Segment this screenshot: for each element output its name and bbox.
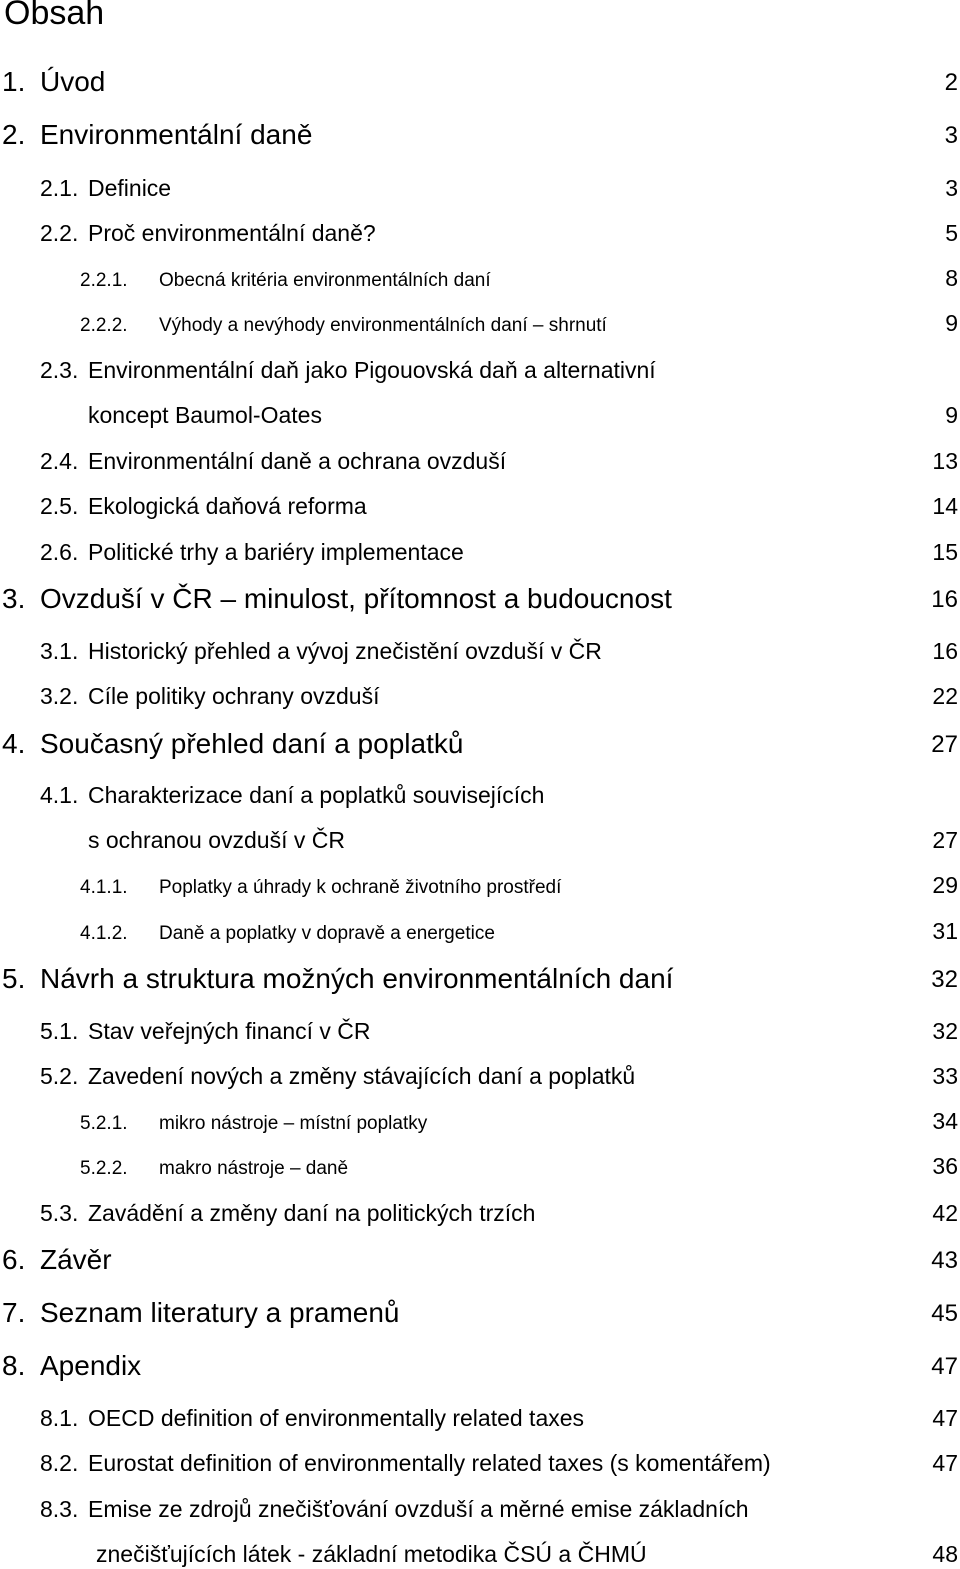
toc-entry-title[interactable]: Politické trhy a bariéry implementace xyxy=(88,539,464,565)
toc-entry-page: 33 xyxy=(932,1063,958,1089)
toc-entry-title[interactable]: makro nástroje – daně xyxy=(159,1158,349,1179)
toc-entry-3[interactable] xyxy=(0,579,960,623)
toc-entry-page: 16 xyxy=(932,638,958,664)
toc-entry-4-1[interactable] xyxy=(0,775,960,819)
toc-entry-title-continuation[interactable]: znečišťujících látek - základní metodika ČSÚ a ČHMÚ xyxy=(96,1541,647,1567)
toc-entry-number: 2.2.1. xyxy=(80,270,128,291)
toc-entry-number: 1. xyxy=(2,66,26,97)
toc-entry-2-2[interactable] xyxy=(0,213,960,257)
toc-entry-page: 32 xyxy=(932,1018,958,1044)
toc-entry-title[interactable]: Poplatky a úhrady k ochraně životního prostředí xyxy=(159,877,562,898)
toc-entry-5-2-1[interactable] xyxy=(0,1102,960,1146)
toc-entry-page: 15 xyxy=(932,539,958,565)
toc-entry-2[interactable] xyxy=(0,115,960,159)
toc-entry-5-2-2[interactable] xyxy=(0,1147,960,1191)
toc-entry-page: 47 xyxy=(931,1353,958,1380)
toc-entry-number: 8.2. xyxy=(40,1450,79,1476)
toc-entry-title[interactable]: Současný přehled daní a poplatků xyxy=(40,728,464,759)
toc-entry-number: 4.1.1. xyxy=(80,877,128,898)
toc-entry-8-2[interactable] xyxy=(0,1443,960,1487)
toc-entry-page: 3 xyxy=(945,175,958,201)
toc-entry-page: 47 xyxy=(932,1405,958,1431)
toc-entry-page: 31 xyxy=(932,918,958,944)
toc-entry-3-1[interactable] xyxy=(0,631,960,675)
toc-entry-title[interactable]: Výhody a nevýhody environmentálních daní – shrnutí xyxy=(159,315,607,336)
toc-entry-2-2-1[interactable] xyxy=(0,259,960,303)
toc-entry-4-1-2[interactable] xyxy=(0,912,960,956)
toc-entry-number: 8.1. xyxy=(40,1405,79,1431)
toc-entry-number: 5.2. xyxy=(40,1063,79,1089)
toc-entry-4[interactable] xyxy=(0,724,960,768)
toc-entry-number: 3.1. xyxy=(40,638,79,664)
toc-entry-title[interactable]: Zavádění a změny daní na politických trzích xyxy=(88,1200,536,1226)
toc-entry-page: 47 xyxy=(932,1450,958,1476)
toc-entry-8-3-continuation[interactable] xyxy=(0,1534,960,1569)
toc-entry-title[interactable]: Apendix xyxy=(40,1350,142,1381)
toc-entry-number: 5.1. xyxy=(40,1018,79,1044)
toc-entry-title[interactable]: Zavedení nových a změny stávajících daní a poplatků xyxy=(88,1063,636,1089)
toc-entry-page: 32 xyxy=(931,966,958,993)
toc-entry-number: 7. xyxy=(2,1297,26,1328)
toc-entry-number: 5.2.2. xyxy=(80,1158,128,1179)
toc-entry-number: 8. xyxy=(2,1350,26,1381)
toc-entry-8-1[interactable] xyxy=(0,1398,960,1442)
toc-entry-page: 3 xyxy=(944,122,958,149)
toc-entry-page: 43 xyxy=(931,1247,958,1274)
toc-entry-page: 36 xyxy=(932,1153,958,1179)
toc-entry-number: 5.2.1. xyxy=(80,1113,128,1134)
toc-entry-page: 29 xyxy=(932,872,958,898)
toc-entry-number: 2.5. xyxy=(40,493,79,519)
toc-entry-2-5[interactable] xyxy=(0,486,960,530)
toc-entry-2-1[interactable] xyxy=(0,168,960,212)
toc-entry-title-continuation[interactable]: s ochranou ovzduší v ČR xyxy=(88,827,345,853)
toc-entry-number: 2.2.2. xyxy=(80,315,128,336)
toc-entry-title[interactable]: Proč environmentální daně? xyxy=(88,220,376,246)
toc-heading: Obsah xyxy=(4,0,105,32)
toc-entry-number: 5. xyxy=(2,963,26,994)
toc-entry-5-2[interactable] xyxy=(0,1056,960,1100)
toc-entry-page: 9 xyxy=(945,310,958,336)
toc-entry-title[interactable]: Environmentální daně xyxy=(40,119,313,150)
toc-entry-2-3[interactable] xyxy=(0,350,960,394)
toc-entry-number: 4. xyxy=(2,728,26,759)
toc-entry-number: 2.4. xyxy=(40,448,79,474)
toc-entry-title[interactable]: Stav veřejných financí v ČR xyxy=(88,1018,371,1044)
toc-entry-title[interactable]: Daně a poplatky v dopravě a energetice xyxy=(159,923,495,944)
toc-entry-5[interactable] xyxy=(0,959,960,1003)
toc-entry-title[interactable]: Historický přehled a vývoj znečistění ovzduší v ČR xyxy=(88,638,602,664)
toc-entry-page: 48 xyxy=(932,1541,958,1567)
toc-entry-number: 8.3. xyxy=(40,1496,79,1522)
toc-entry-number: 4.1. xyxy=(40,782,79,808)
toc-entry-title[interactable]: Definice xyxy=(88,175,172,201)
toc-entry-title[interactable]: Ekologická daňová reforma xyxy=(88,493,367,519)
toc-entry-6[interactable] xyxy=(0,1240,960,1284)
toc-entry-2-3-continuation[interactable] xyxy=(0,395,960,439)
toc-entry-title[interactable]: Emise ze zdrojů znečišťování ovzduší a měrné emise základních xyxy=(88,1496,749,1522)
toc-entry-title[interactable]: Environmentální daně a ochrana ovzduší xyxy=(88,448,507,474)
toc-entry-page: 9 xyxy=(945,402,958,428)
toc-entry-5-3[interactable] xyxy=(0,1193,960,1237)
toc-entry-number: 3. xyxy=(2,583,26,614)
toc-entry-7[interactable] xyxy=(0,1293,960,1337)
toc-entry-title[interactable]: Environmentální daň jako Pigouovská daň a alternativní xyxy=(88,357,656,383)
toc-entry-8[interactable] xyxy=(0,1346,960,1390)
toc-entry-2-4[interactable] xyxy=(0,441,960,485)
toc-entry-page: 14 xyxy=(932,493,958,519)
toc-entry-page: 16 xyxy=(931,586,958,613)
toc-entry-number: 2. xyxy=(2,119,26,150)
toc-entry-page: 5 xyxy=(945,220,958,246)
toc-entry-title[interactable]: Seznam literatury a pramenů xyxy=(40,1297,400,1328)
toc-entry-number: 2.1. xyxy=(40,175,79,201)
toc-entry-number: 4.1.2. xyxy=(80,923,128,944)
toc-entry-title[interactable]: Obecná kritéria environmentálních daní xyxy=(159,270,491,291)
toc-entry-number: 2.6. xyxy=(40,539,79,565)
toc-entry-title[interactable]: Úvod xyxy=(40,66,106,97)
toc-entry-number: 3.2. xyxy=(40,683,79,709)
toc-entry-number: 2.2. xyxy=(40,220,79,246)
toc-entry-title[interactable]: Charakterizace daní a poplatků souvisejících xyxy=(88,782,545,808)
toc-entry-8-3[interactable] xyxy=(0,1489,960,1533)
toc-entry-page: 27 xyxy=(932,827,958,853)
toc-entry-title-continuation[interactable]: koncept Baumol-Oates xyxy=(88,402,322,428)
toc-entry-page: 45 xyxy=(931,1300,958,1327)
toc-entry-number: 2.3. xyxy=(40,357,79,383)
toc-entry-4-1-1[interactable] xyxy=(0,866,960,910)
toc-entry-4-1-continuation[interactable] xyxy=(0,820,960,864)
toc-entry-title[interactable]: Závěr xyxy=(40,1244,112,1275)
toc-entry-title[interactable]: mikro nástroje – místní poplatky xyxy=(159,1113,428,1134)
toc-entry-number: 6. xyxy=(2,1244,26,1275)
toc-entry-2-6[interactable] xyxy=(0,532,960,576)
toc-entry-page: 13 xyxy=(932,448,958,474)
toc-entry-title[interactable]: Eurostat definition of environmentally related taxes (s komentářem) xyxy=(88,1450,771,1476)
toc-entry-title[interactable]: Cíle politiky ochrany ovzduší xyxy=(88,683,380,709)
toc-entry-page: 8 xyxy=(945,265,958,291)
toc-entry-page: 34 xyxy=(932,1108,958,1134)
toc-entry-page: 22 xyxy=(932,683,958,709)
toc-entry-page: 2 xyxy=(944,69,958,96)
toc-entry-2-2-2[interactable] xyxy=(0,304,960,348)
toc-entry-1[interactable] xyxy=(0,62,960,106)
toc-entry-5-1[interactable] xyxy=(0,1011,960,1055)
toc-entry-title[interactable]: Návrh a struktura možných environmentálních daní xyxy=(40,963,674,994)
toc-entry-title[interactable]: OECD definition of environmentally related taxes xyxy=(88,1405,585,1431)
toc-entry-page: 27 xyxy=(931,731,958,758)
toc-entry-page: 42 xyxy=(932,1200,958,1226)
toc-entry-number: 5.3. xyxy=(40,1200,79,1226)
toc-entry-3-2[interactable] xyxy=(0,676,960,720)
toc-entry-title[interactable]: Ovzduší v ČR – minulost, přítomnost a budoucnost xyxy=(40,583,672,614)
